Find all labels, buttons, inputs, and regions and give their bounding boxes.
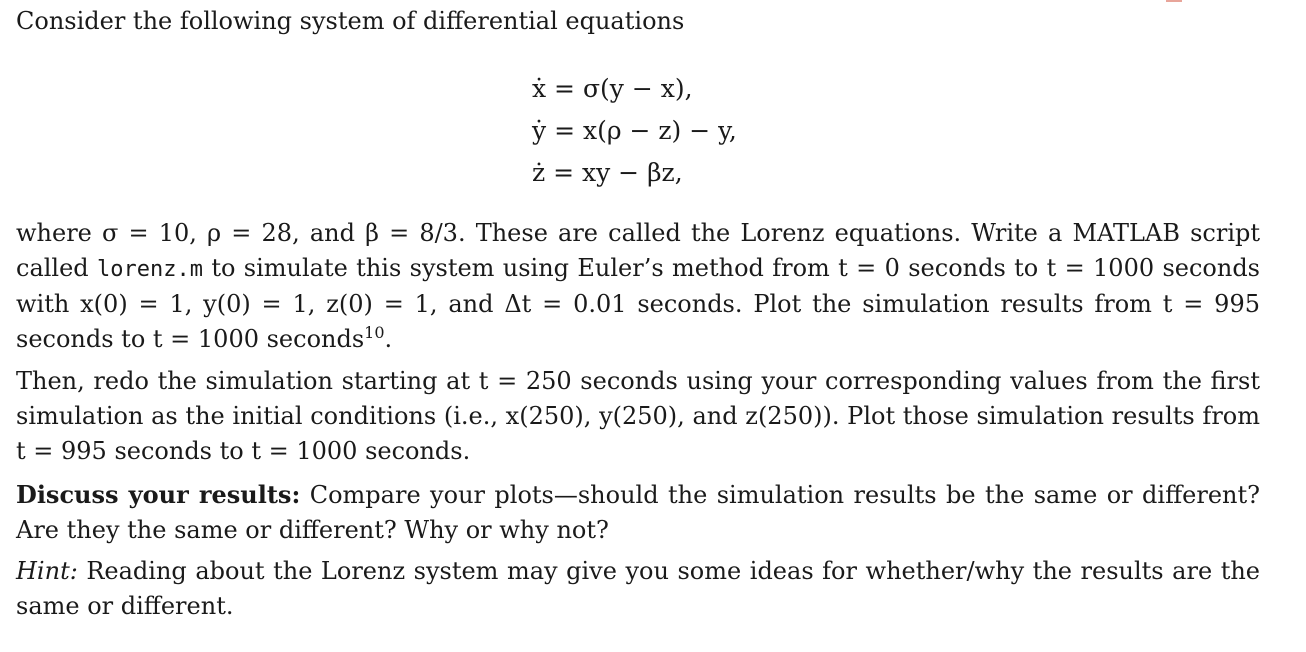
paragraph-problem-text-c: . [384,325,393,353]
corner-mark [1166,0,1182,2]
discuss-heading: Discuss your results: [16,480,301,509]
equation-y: ẏ = x(ρ − z) − y, [532,116,737,145]
paragraph-problem [16,216,1260,357]
paragraph-hint [16,554,1260,624]
intro-text: Consider the following system of differential equations [16,7,685,35]
footnote-marker: 10 [364,323,385,342]
discuss-text: Compare your plots—should the simulation results be the same or different? Are they the same or different? Why or why not? [16,481,1260,544]
paragraph-problem-text-a: where σ = 10, ρ = 28, and β = 8/3. These are called the Lorenz equations. Write a MATLAB script called [16,219,1260,282]
hint-text: Reading about the Lorenz system may give you some ideas for whether/why the results are the same or different. [16,557,1260,620]
paragraph-discuss [16,477,1260,548]
script-filename: lorenz.m [97,257,203,282]
paragraph-redo: Then, redo the simulation starting at t = 250 seconds using your corresponding values from the first simulation as the initial conditions (i.e., x(250), y(250), and z(250)). Plot those simulation results from t = 995 seconds to t = 1000 seconds. [16,367,1260,465]
hint-label: Hint: [16,557,78,585]
paragraph-problem-text-b: to simulate this system using Euler’s method from t = 0 seconds to t = 1000 seconds with x(0) = 1, y(0) = 1, z(0) = 1, and Δt = 0.01 seconds. Plot the simulation results from t = 995 seconds to t = 1000 seconds [16,254,1261,353]
equation-z: ż = xy − βz, [532,158,683,187]
equation-x: ẋ = σ(y − x), [532,74,693,103]
equation-block [532,68,737,194]
